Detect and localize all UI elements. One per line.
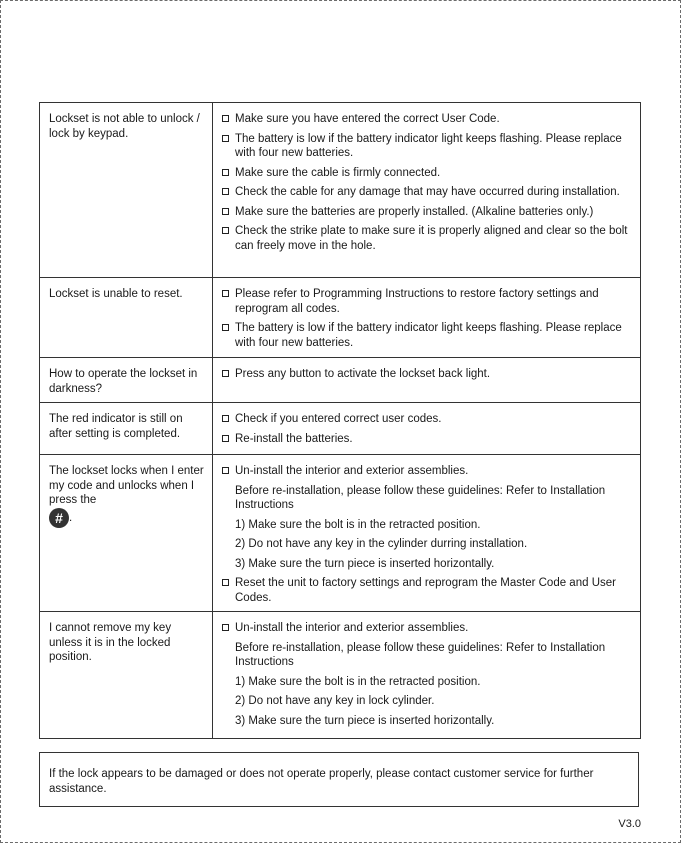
solution-note: 1) Make sure the bolt is in the retracted position.	[235, 675, 481, 688]
solution-note: 3) Make sure the turn piece is inserted horizontally.	[235, 557, 495, 570]
solutions-cell	[213, 612, 641, 739]
hash-key-icon: #	[49, 508, 69, 528]
checkbox-icon	[222, 624, 229, 631]
problem-text: How to operate the lockset in darkness?	[49, 368, 198, 395]
solution-item: Reset the unit to factory settings and reprogram the Master Code and User Codes.	[221, 576, 634, 605]
checkbox-icon	[222, 370, 229, 377]
solutions-cell	[213, 455, 641, 612]
table-row	[40, 612, 641, 739]
solution-item: Make sure you have entered the correct User Code.	[221, 112, 634, 127]
solutions-cell	[213, 103, 641, 278]
solution-note: Before re-installation, please follow these guidelines: Refer to Installation Instructions	[235, 641, 606, 668]
problem-cell	[40, 455, 213, 612]
table-row	[40, 278, 641, 358]
problem-text: Lockset is unable to reset.	[49, 288, 183, 300]
problem-text: Lockset is not able to unlock / lock by keypad.	[49, 113, 200, 140]
checkbox-icon	[222, 188, 229, 195]
solution-note: Before re-installation, please follow these guidelines: Refer to Installation Instructions	[235, 484, 606, 511]
problem-cell	[40, 358, 213, 403]
problem-cell	[40, 278, 213, 358]
table-row	[40, 455, 641, 612]
problem-text: The red indicator is still on after setting is completed.	[49, 413, 183, 440]
solution-item: Un-install the interior and exterior assemblies.	[221, 464, 634, 479]
checkbox-icon	[222, 579, 229, 586]
problem-cell	[40, 403, 213, 455]
solution-note: 2) Do not have any key in the cylinder durring installation.	[235, 538, 528, 550]
troubleshooting-table	[39, 102, 641, 739]
solution-item: Check if you entered correct user codes.	[221, 412, 634, 427]
checkbox-icon	[222, 324, 229, 331]
problem-text: The lockset locks when I enter my code and unlocks when I press the	[49, 465, 204, 506]
solution-item: Press any button to activate the lockset back light.	[221, 367, 634, 382]
solution-item: The battery is low if the battery indicator light keeps flashing. Please replace with four new batteries.	[221, 132, 634, 161]
checkbox-icon	[222, 290, 229, 297]
table-row	[40, 358, 641, 403]
solution-item: Make sure the cable is firmly connected.	[221, 166, 634, 181]
checkbox-icon	[222, 467, 229, 474]
problem-text: I cannot remove my key unless it is in the locked position.	[49, 622, 172, 663]
solution-item: Check the strike plate to make sure it is properly aligned and clear so the bolt can freely move in the hole.	[221, 224, 634, 253]
solution-item: Re-install the batteries.	[221, 432, 634, 447]
checkbox-icon	[222, 169, 229, 176]
version-label: V3.0	[618, 818, 641, 830]
solution-item: Un-install the interior and exterior assemblies.	[221, 621, 634, 636]
solution-note: 3) Make sure the turn piece is inserted horizontally.	[235, 714, 495, 727]
checkbox-icon	[222, 115, 229, 122]
problem-cell	[40, 612, 213, 739]
checkbox-icon	[222, 135, 229, 142]
solution-item: The battery is low if the battery indicator light keeps flashing. Please replace with four new batteries.	[221, 321, 634, 350]
table-row	[40, 403, 641, 455]
problem-cell	[40, 103, 213, 278]
support-note: If the lock appears to be damaged or does not operate properly, please contact customer service for further assistance.	[39, 752, 639, 807]
table-row	[40, 103, 641, 278]
solution-note: 2) Do not have any key in lock cylinder.	[235, 695, 435, 707]
solutions-cell	[213, 358, 641, 403]
checkbox-icon	[222, 227, 229, 234]
checkbox-icon	[222, 415, 229, 422]
solution-item: Check the cable for any damage that may have occurred during installation.	[221, 185, 634, 200]
checkbox-icon	[222, 208, 229, 215]
solutions-cell	[213, 403, 641, 455]
solution-item: Please refer to Programming Instructions to restore factory settings and reprogram all codes.	[221, 287, 634, 316]
checkbox-icon	[222, 435, 229, 442]
solution-item: Make sure the batteries are properly installed. (Alkaline batteries only.)	[221, 205, 634, 220]
solution-note: 1) Make sure the bolt is in the retracted position.	[235, 518, 481, 531]
solutions-cell	[213, 278, 641, 358]
problem-text-suffix: .	[69, 511, 73, 524]
